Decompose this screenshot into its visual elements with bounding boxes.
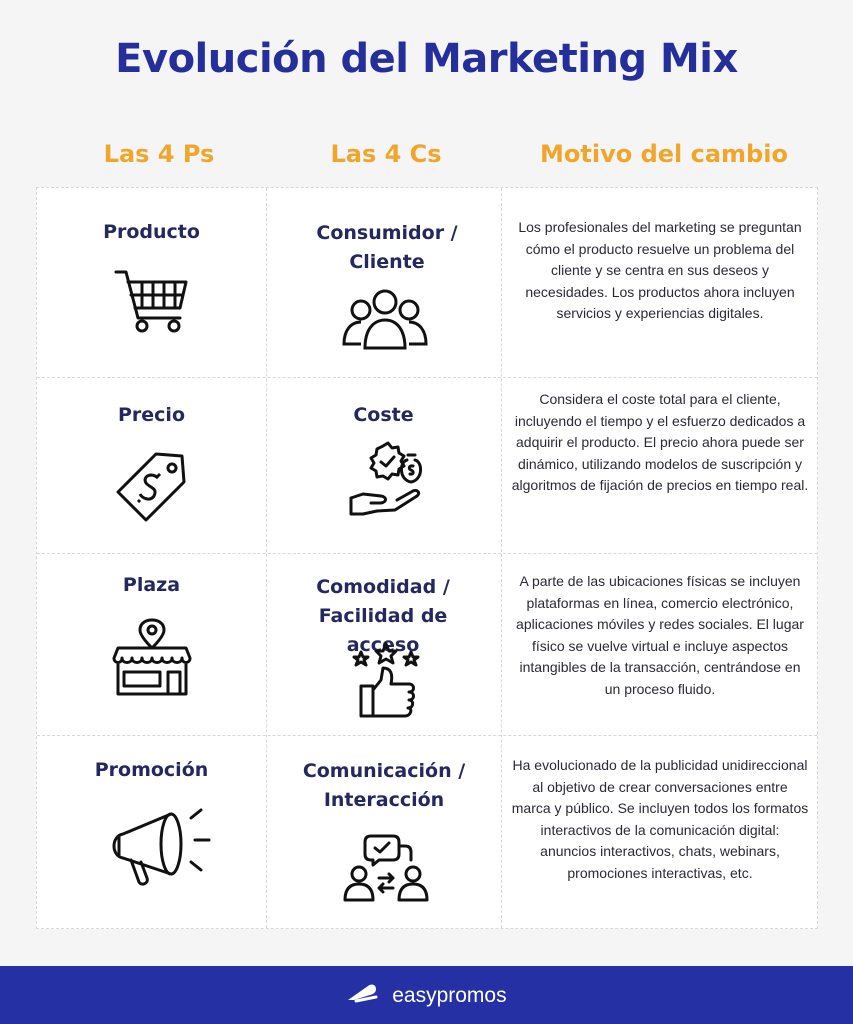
money-hand-icon xyxy=(347,440,429,520)
c-label-comodidad: Comodidad / Facilidad de acceso xyxy=(316,576,450,656)
comparison-table xyxy=(36,187,818,929)
header-4cs: Las 4 Cs xyxy=(330,140,442,168)
p-label-producto: Producto xyxy=(103,221,200,243)
p-label-precio: Precio xyxy=(117,404,185,426)
c-label-coste: Coste xyxy=(353,404,414,426)
shopping-cart-icon xyxy=(112,266,190,336)
easypromos-logo-icon xyxy=(346,982,380,1010)
brand-logo[interactable] xyxy=(0,982,853,1010)
row-divider xyxy=(37,735,817,736)
group-people-icon xyxy=(341,288,429,354)
reason-text: Los profesionales del marketing se preguntan cómo el producto resuelve un problema del cliente y se centra en sus deseos y necesidades. Los productos ahora incluyen servicios y experiencias digitales. xyxy=(518,219,802,321)
reason-text: A parte de las ubicaciones físicas se incluyen plataformas en línea, comercio electrónico, aplicaciones móviles y redes sociales. El lugar físico se vuelve virtual e incluye aspectos intangibles de la transacción, centrándose en un proceso fluido. xyxy=(516,573,804,697)
price-tag-icon xyxy=(112,448,192,528)
header-reason: Motivo del cambio xyxy=(540,140,788,168)
reason-text: Considera el coste total para el cliente, incluyendo el tiempo y el esfuerzo dedicados a adquirir el producto. El precio ahora puede ser dinámico, utilizando modelos de suscripción y algoritmos de fijación de precios en tiempo real. xyxy=(511,391,809,493)
column-divider xyxy=(266,188,267,928)
reason-text: Ha evolucionado de la publicidad unidireccional al objetivo de crear conversaciones entre marca y público. Se incluyen todos los formatos interactivos de la comunicación digital: anuncios interactivos, chats, webinars, promociones interactivas, etc. xyxy=(511,757,809,881)
row-divider xyxy=(37,377,817,378)
row-divider xyxy=(37,553,817,554)
p-label-promocion: Promoción xyxy=(94,759,209,781)
thumbs-up-stars-icon xyxy=(351,642,421,718)
megaphone-icon xyxy=(105,808,215,888)
footer-bar xyxy=(0,966,853,1024)
brand-name: easypromos xyxy=(392,984,507,1007)
store-location-icon xyxy=(112,618,192,698)
column-divider xyxy=(501,188,502,928)
people-chat-icon xyxy=(343,832,429,902)
page-title: Evolución del Marketing Mix xyxy=(115,36,738,82)
p-label-plaza: Plaza xyxy=(122,574,181,596)
c-label-consumidor: Consumidor / Cliente xyxy=(316,222,458,273)
header-4ps: Las 4 Ps xyxy=(103,140,215,168)
c-label-comunicacion: Comunicación / Interacción xyxy=(302,760,466,811)
